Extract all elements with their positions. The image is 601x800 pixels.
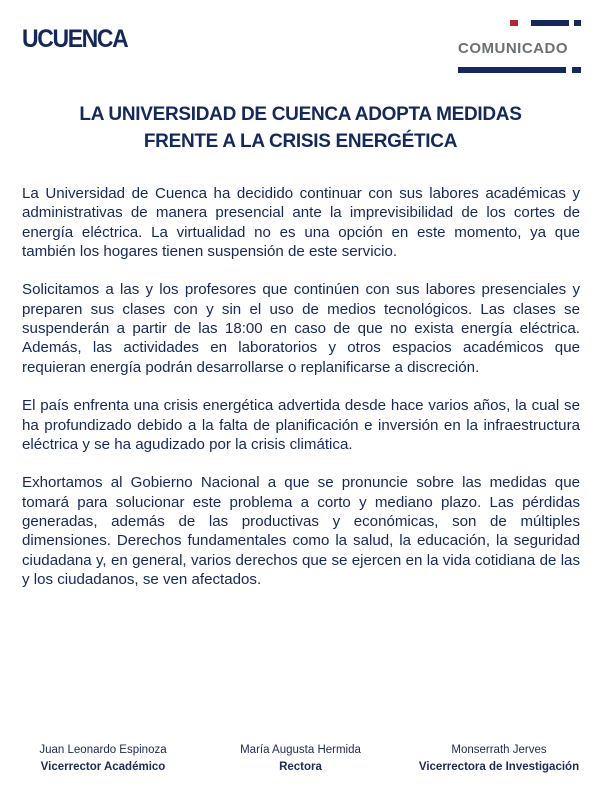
- comunicado-label: COMUNICADO: [458, 40, 568, 57]
- signature-vicerrector-academico: [18, 742, 188, 776]
- decor-bar-navy-bottom: [458, 67, 566, 73]
- decor-bar-red: [510, 20, 518, 26]
- signature-name: Juan Leonardo Espinoza: [39, 744, 167, 756]
- paragraph-3: El país enfrenta una crisis energética advertida desde hace varios años, la cual se ha profundizado debido a la falta de planificación e inversión en la infraestructura eléctrica y se ha agudizado por la crisis climática.: [22, 397, 580, 453]
- signature-rectora: [213, 742, 388, 776]
- signature-role: Vicerrector Académico: [40, 761, 166, 773]
- signature-name: Monserrath Jerves: [451, 744, 547, 756]
- signature-vicerrectora-investigacion: [408, 742, 590, 776]
- signature-name: María Augusta Hermida: [240, 744, 361, 756]
- decor-bar-navy-small: [574, 20, 581, 26]
- paragraph-1: La Universidad de Cuenca ha decidido continuar con sus labores académicas y administrativas de manera presencial ante la imprevisibilidad de los cortes de energía eléctrica. La virtualidad no es una opción en este momento, ya que también los hogares tienen suspensión de este servicio.: [22, 185, 580, 260]
- title-line-2: FRENTE A LA CRISIS ENERGÉTICA: [143, 131, 458, 152]
- decor-bar-navy-top: [531, 20, 569, 26]
- page-title: [30, 101, 571, 155]
- paragraph-2: Solicitamos a las y los profesores que continúen con sus labores presenciales y preparen sus clases con y sin el uso de medios tecnológicos. Las clases se suspenderán a partir de las 18:00 en caso de que no exista energía eléctrica. Además, las actividades en laboratorios y otros espacios académicos que requieran energía podrán desarrollarse o replanificarse a discreción.: [22, 281, 580, 376]
- decor-bar-navy-end: [572, 67, 581, 73]
- statement-body: [22, 184, 580, 609]
- signature-role: Vicerrectora de Investigación: [418, 761, 580, 773]
- signature-role: Rectora: [279, 761, 322, 773]
- university-logo: UCUENCA: [22, 25, 128, 53]
- title-line-1: LA UNIVERSIDAD DE CUENCA ADOPTA MEDIDAS: [79, 104, 522, 125]
- paragraph-4: Exhortamos al Gobierno Nacional a que se pronuncie sobre las medidas que tomará para solucionar este problema a corto y mediano plazo. Las pérdidas generadas, además de las productivas y económicas, son de múltiples dimensiones. Derechos fundamentales como la salud, la educación, la seguridad ciudadana y, en general, varios derechos que se ejercen en la vida cotidiana de las y los ciudadanos, se ven afectados.: [22, 474, 580, 588]
